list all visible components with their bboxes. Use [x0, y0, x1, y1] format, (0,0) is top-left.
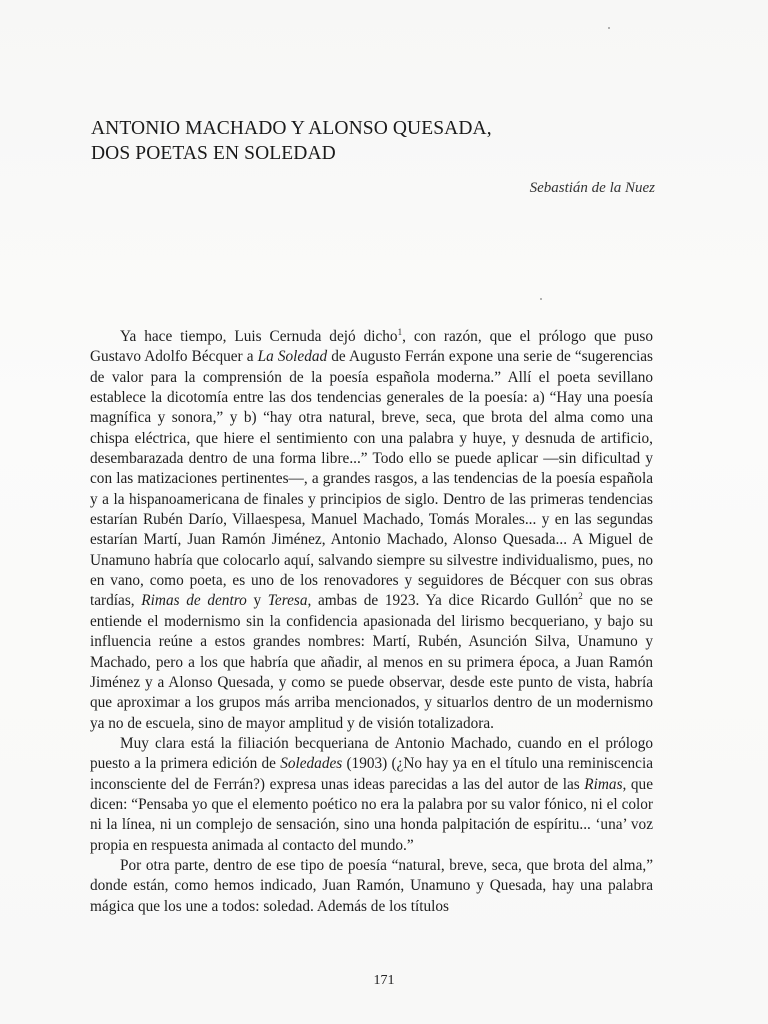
text-run: , con razón, que el prólogo que puso Gustavo Adolfo Bécquer a — [90, 328, 654, 366]
article-title — [91, 116, 611, 166]
italic-title-la-soledad: La Soledad — [257, 348, 328, 366]
text-run: Ya hace tiempo, Luis Cernuda dejó dicho — [120, 328, 398, 345]
paragraph-2 — [90, 734, 653, 856]
text-run: Por otra parte, dentro de ese tipo de poesía “natural, breve, seca, que brota del alma,” donde están, como hemos indicado, Juan Ramón, Unamuno y Quesada, hay una palabra mágica que los une a todos: soledad. Además de los títulos — [90, 856, 653, 915]
article-author: Sebastián de la Nuez — [529, 180, 655, 196]
page-number: 171 — [373, 973, 395, 988]
text-run: ambas de 1923. Ya dice Ricardo Gullón — [311, 592, 579, 610]
text-run: y — [246, 592, 268, 610]
footnote-ref-1: 1 — [397, 326, 403, 337]
italic-title-teresa: Teresa, — [267, 592, 312, 610]
footnote-ref-2: 2 — [578, 591, 583, 602]
article-title-line-2: DOS POETAS EN SOLEDAD — [91, 143, 336, 164]
italic-title-rimas: Rimas, — [584, 775, 627, 793]
scan-speck — [540, 298, 542, 300]
article-title-line-1: ANTONIO MACHADO Y ALONSO QUESADA, — [91, 118, 492, 139]
scan-speck — [608, 27, 610, 29]
italic-title-rimas-de-dentro: Rimas de dentro — [141, 592, 247, 610]
paragraph-3 — [90, 856, 653, 917]
article-body — [90, 327, 653, 917]
text-run: que dicen: “Pensaba yo que el elemento poético no era la palabra por su valor fónico, ni el color ni la línea, ni un complejo de sensación, sino una honda palpitación de espíritu... ‘una’ voz propia en respuesta animada al contacto del mundo.” — [90, 775, 653, 854]
text-run: de Augusto Ferrán expone una serie de “sugerencias de valor para la comprensión de la poesía española moderna.” Allí el poeta sevillano establece la dicotomía entre las dos tendencias generales de la poesía: a) “Hay una poesía magnífica y sonora,” y b) “hay otra natural, breve, seca, que brota del alma como una chispa eléctrica, que hiere el sentimiento con una palabra y huye, y desnuda de artificio, desembarazada dentro de una forma libre...” Todo ello se puede aplicar —sin dificultad y con las matizaciones pertinentes—, a grandes rasgos, a las tendencias de la poesía española y a la hispanoamericana de finales y principios de siglo. Dentro de las primeras tendencias estarían Rubén Darío, Villaespesa, Manuel Machado, Tomás Morales... y en las segundas estarían Martí, Juan Ramón Jiménez, Antonio Machado, Alonso Quesada... A Miguel de Unamuno habría que colocarlo aquí, salvando siempre su silvestre individualismo, pues, no en vano, como poeta, es uno de los renovadores y seguidores de Bécquer con sus obras tardías, — [90, 348, 654, 610]
text-run: que no se entiende el modernismo sin la confidencia apasionada del lirismo becqueriano, y bajo su influencia reúne a estos grandes nombres: Martí, Rubén, Asunción Silva, Unamuno y Machado, pero a los que habría que añadir, al menos en su primera época, a Juan Ramón Jiménez y a Alonso Quesada, y como se puede observar, desde este punto de vista, habría que aproximar a los grupos más arriba mencionados, y situarlos dentro de un modernismo ya no de escuela, sino de mayor amplitud y de visión totalizadora. — [90, 592, 653, 732]
text-run: Muy clara está la filiación becqueriana de Antonio Machado, cuando en el prólogo puesto a la primera edición de — [90, 734, 653, 773]
italic-title-soledades: Soledades — [280, 755, 343, 773]
text-run: (1903) (¿No hay ya en el título una reminiscencia inconsciente del de Ferrán?) expresa unas ideas parecidas a las del autor de las — [90, 755, 653, 793]
paragraph-1 — [90, 327, 653, 734]
